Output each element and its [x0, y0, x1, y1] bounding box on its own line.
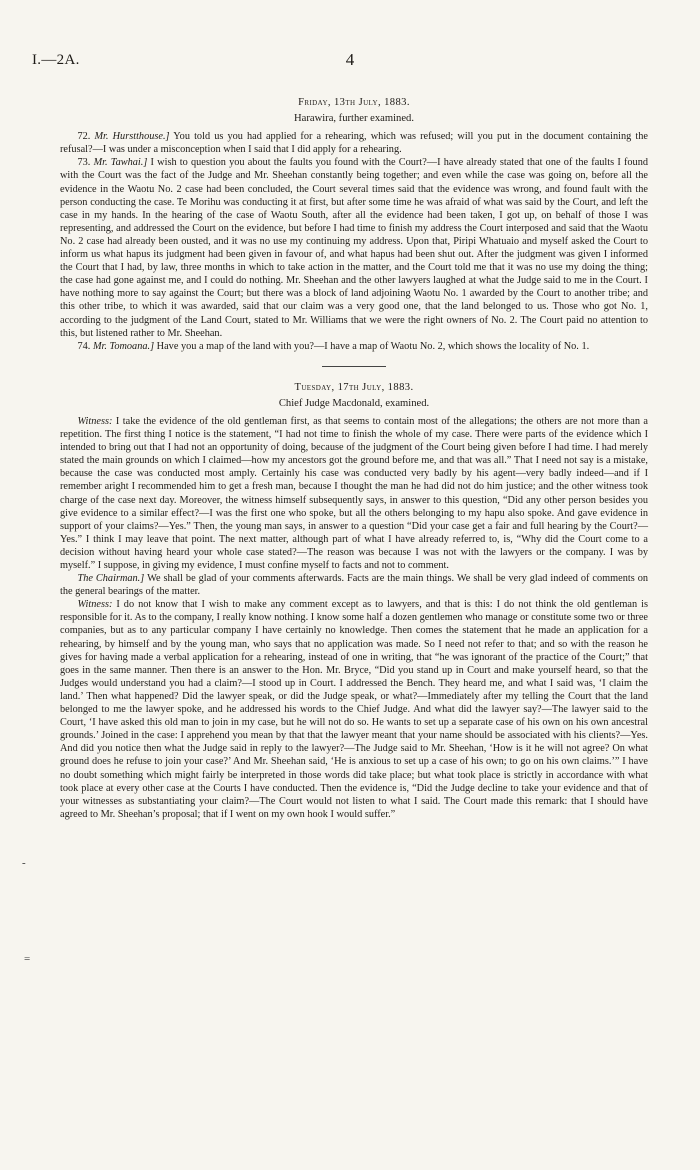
- testimony-paragraph: [60, 415, 648, 572]
- page-header: [32, 52, 668, 72]
- question-number: 73.: [77, 157, 91, 169]
- question-number: 74.: [77, 340, 91, 352]
- paragraph-text: I wish to question you about the faults you found with the Court?—I have already stated that one of the faults I found with the Court was the fact of the Judge and Mr. Sheehan constantly being together; and even while the case was going on, before all the evidence in the Waotu No. 2 case had been concluded, the Court several times said that the evidence was wrong, and found fault with the person conducting the case. Te Morihu was conducting it at first, but after some time he was afraid of what was said by the Court, and left the case in my hands. In the hearing of the case of Waotu South, after all the evidence had been taken, I got up, on behalf of those I was representing, and addressed the Court on the evidence, but before I had time to finish my address the Court interposed and said that the Waotu No. 2 case had already been ousted, and it was no use my continuing my address. Upon that, Piripi Whatuaio and myself asked the Court to inform us what hapus its judgment had been given in favour of, and what hapus had been shut out. After the judgment was given I informed the Court that I had, by law, three months in which to take action in the matter, and the Court told me that it was no use my doing the thing; the case had gone against me, and I could do nothing. Mr. Sheehan and the other lawyers laughed at what the Judge said to me in the Court. I have nothing more to say against the Court; but there was a block of land adjoining Waotu No. 1 awarded by the Court to another tribe; and this other tribe, to which it was awarded, said that our claim was a very good one, that the land belonged to us. Those who got No. 1, according to the judgment of the Land Court, stated to Mr. Williams that we were the right owners of No. 2. The Court paid no attention to this, but listened rather to Mr. Sheehan.: [60, 157, 649, 339]
- question-paragraph: [60, 130, 648, 156]
- page-number: 4: [345, 50, 355, 69]
- page-reference: I.—2A.: [32, 52, 80, 68]
- paragraph-text: We shall be glad of your comments afterwards. Facts are the main things. We shall be very glad indeed of comments on the general bearings of the matter.: [60, 573, 648, 598]
- section-divider: [322, 366, 386, 367]
- speaker-name: The Chairman.]: [77, 573, 145, 585]
- section-subheading: Harawira, further examined.: [293, 113, 414, 125]
- document-body: [60, 96, 648, 821]
- speaker-name: Witness:: [77, 415, 113, 427]
- question-paragraph: [60, 340, 648, 353]
- speaker-name: Mr. Hurstthouse.]: [94, 131, 170, 143]
- speaker-name: Mr. Tomoana.]: [92, 340, 155, 352]
- question-paragraph: [60, 156, 648, 339]
- margin-mark: -: [22, 857, 26, 869]
- section-date: Tuesday, 17th July, 1883.: [294, 381, 414, 393]
- question-number: 72.: [77, 131, 91, 143]
- speaker-name: Mr. Tawhai.]: [93, 157, 148, 169]
- paragraph-text: Have you a map of the land with you?—I have a map of Waotu No. 2, which shows the locality of No. 1.: [156, 340, 590, 352]
- paragraph-text: I take the evidence of the old gentleman first, as that seems to contain most of the allegations; the others are not more than a repetition. The first thing I notice is the statement, “I had not time to finish the whole of my case. There were parts of the evidence which I intended to bring out that I had not an opportunity of doing, because of the judgment of the Court being given before I had time. I had merely stated the main grounds on which I claimed—how my ancestors got the ground before me, and that was all.” That I need not say is a mistake, because the case was conducted most amply. Certainly his case was conducted very badly by his agent—very badly indeed—and if I remember aright I recommended him to get a fresh man, because I thought the man he had did not do him justice; and the other witness took charge of the case next day. Moreover, the witness himself subsequently says, in answer to this question, “Did any other person besides you give evidence to a similar effect?—I was the first one who spoke, but all the others belonging to my hapu also spoke. And gave evidence in support of your claims?—Yes.” Then, the young man says, in answer to a question “Did your case get a fair and full hearing by the Court?—Yes.” I think I may leave that point. The next matter, although part of what I have already referred to, is, “Why did the Court come to a decision without having heard your whole case stated?—The reason was because I was not with the lawyers or the company. I was by myself.” I suppose, in giving my evidence, I must confine myself to facts and not to comment.: [60, 415, 649, 571]
- margin-mark: =: [24, 953, 31, 965]
- section-date: Friday, 13th July, 1883.: [298, 97, 410, 108]
- speaker-name: Witness:: [77, 599, 113, 611]
- testimony-paragraph: [60, 572, 648, 598]
- testimony-paragraph: [60, 598, 648, 821]
- section-subheading: Chief Judge Macdonald, examined.: [278, 397, 430, 409]
- paragraph-text: You told us you had applied for a rehearing, which was refused; will you put in the document containing the refusal?—I was under a misconception when I said that I did apply for a rehearing.: [60, 131, 648, 156]
- paragraph-text: I do not know that I wish to make any comment except as to lawyers, and that is this: I do not think the old gentleman is responsible for it. As to the company, I really know nothing. I know some half a dozen gentlemen who manage or constitute some two or three companies, but as to any particular company I have certainly no knowledge. Then comes the statement that he made an application for a rehearing, by himself and by the young man, who says that no application was made. So I need not refer to that; and so with the reason he gives for having made a verbal application for a rehearing, instead of one in writing, that “he was ignorant of the practice of the Court;” that goes in the same manner. Then there is an answer to the Hon. Mr. Bryce, “Did you stand up in Court and make yourself heard, so that the Judges would understand you had a claim?—I stood up in Court. I addressed the Bench. They heard me, and what I said was, ‘I claim the land.’ Then what happened? Did the lawyer speak, or did the Judge speak, or what?—Immediately after my telling the Court that the land belonged to me the lawyer spoke, and he addressed his words to the Chief Judge. And what did the lawyer say?—The lawyer said to the Court, ‘I have asked this old man to join in my case, but he will not do so. He wants to set up a separate case of his own on his own ancestral grounds.’ Joined in the case: I apprehend you mean by that that the lawyer meant that your name should be associated with his clients?—Yes. And did you notice then what the Judge said in reply to the lawyer?—The Judge said to Mr. Sheehan, ‘How is it he will not agree? On what ground does he refuse to join your case?’ And Mr. Sheehan said, ‘He is anxious to set up a case of his own; to go on his own claims.’” I have no doubt something which might fairly be interpreted in those words did take place; but what took place is strictly in accordance with what took place at every other case at the Courts I have conducted. Then the evidence is, “Did the Judge decline to take your evidence and that of your witnesses as substantiating your claim?—The Court would not listen to what I said. The Court made this remark: that I should have agreed to Mr. Sheehan’s proposal; that if I went on my own hook I would suffer.”: [60, 599, 648, 820]
